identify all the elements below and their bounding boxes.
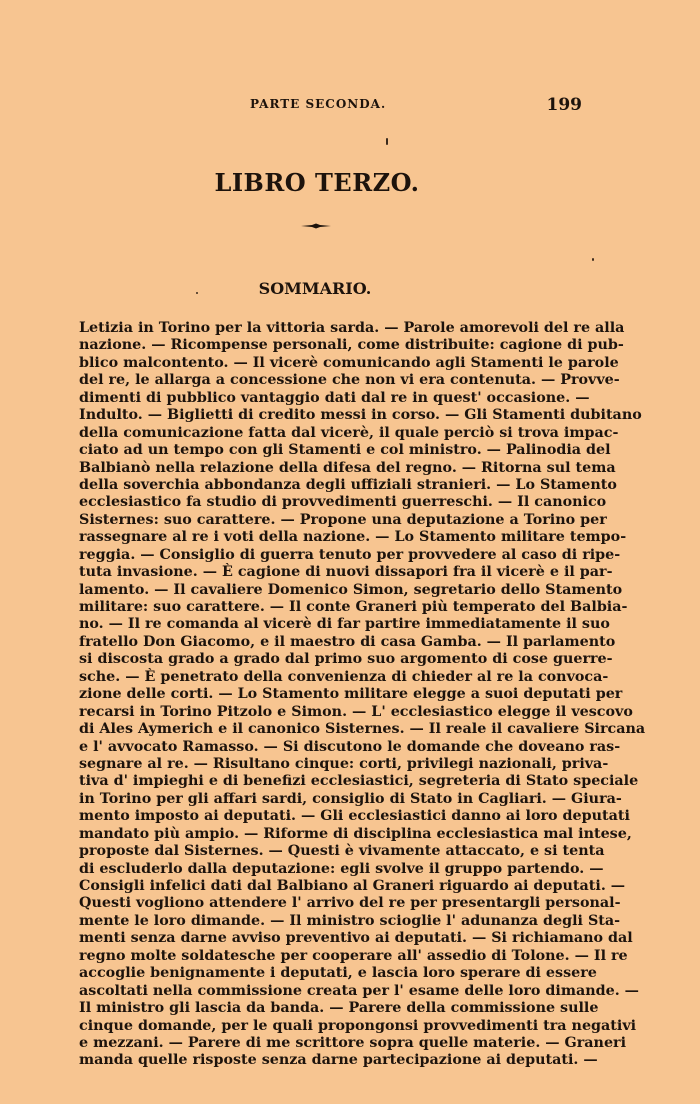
summary-line: recarsi in Torino Pitzolo e Simon. — L' ecclesiastico elegge il vescovo — [79, 703, 633, 720]
summary-line: reggia. — Consiglio di guerra tenuto per provvedere al caso di ripe- — [79, 546, 621, 563]
summary-line: Balbianò nella relazione della difesa del regno. — Ritorna sul tema — [79, 459, 616, 476]
ink-speck — [592, 258, 594, 261]
summary-line: Consigli infelici dati dal Balbiano al Graneri riguardo ai deputati. — — [79, 878, 626, 894]
summary-line: regno molte soldatesche per cooperare all' assedio di Tolone. — Il re — [79, 947, 628, 964]
summary-line: manda quelle risposte senza darne partecipazione ai deputati. — — [79, 1052, 598, 1069]
summary-line: nazione. — Ricompense personali, come distribuite: cagione di pub- — [79, 337, 624, 354]
summary-line: tiva d' impieghi e di benefizi ecclesiastici, segreteria di Stato speciale — [79, 773, 639, 790]
summary-line: della soverchia abbondanza degli uffiziali stranieri. — Lo Stamento — [79, 476, 617, 493]
summary-line: zione delle corti. — Lo Stamento militare elegge a suoi deputati per — [79, 686, 623, 703]
summary-line: si discosta grado a grado dal primo suo argomento di cose guerre- — [79, 651, 613, 668]
summary-line: in Torino per gli affari sardi, consiglio di Stato in Cagliari. — Giura- — [79, 790, 622, 807]
summary-line: e l' avvocato Ramasso. — Si discutono le domande che doveano ras- — [79, 738, 621, 755]
summary-line: e mezzani. — Parere di me scrittore sopra quelle materie. — Graneri — [79, 1034, 627, 1051]
summary-line: sche. — È penetrato della convenienza di chieder al re la convoca- — [79, 668, 609, 685]
summary-line: di Ales Aymerich e il canonico Sisternes. — Il reale il cavaliere Sircana — [79, 721, 646, 738]
summary-line: ciato ad un tempo con gli Stamenti e col ministro. — Palinodia del — [79, 442, 611, 459]
ornament-dash-icon — [300, 222, 332, 230]
summary-text — [79, 320, 646, 1070]
book-title: LIBRO TERZO. — [214, 168, 420, 197]
summary-line: tuta invasione. — È cagione di nuovi dissapori fra il vicerè e il par- — [79, 564, 613, 581]
summary-line: menti senza darne avviso preventivo ai deputati. — Si richiamano dal — [79, 930, 633, 947]
summary-line: cinque domande, per le quali propongonsi provvedimenti tra negativi — [79, 1017, 637, 1034]
summary-line: mandato più ampio. — Riforme di disciplina ecclesiastica mal intese, — [79, 825, 632, 842]
summary-line: mento imposto ai deputati. — Gli ecclesiastici danno ai loro deputati — [79, 808, 630, 825]
summary-line: ascoltati nella commissione creata per l' esame delle loro dimande. — — [79, 982, 639, 999]
summary-line: ecclesiastico fa studio di provvedimenti guerreschi. — Il canonico — [79, 494, 607, 511]
summary-line: no. — Il re comanda al vicerè di far partire immediatamente il suo — [79, 616, 610, 633]
summary-line: lamento. — Il cavaliere Domenico Simon, segretario dello Stamento — [79, 581, 623, 598]
summary-line: del re, le allarga a concessione che non vi era contenuta. — Provve- — [79, 372, 620, 389]
summary-line: militare: suo carattere. — Il conte Graneri più temperato del Balbia- — [79, 599, 628, 615]
summary-line: Sisternes: suo carattere. — Propone una deputazione a Torino per — [79, 511, 607, 528]
summary-line: della comunicazione fatta dal vicerè, il quale perciò si trova impac- — [79, 424, 619, 441]
summary-line: Indulto. — Biglietti di credito messi in corso. — Gli Stamenti dubitano — [79, 407, 642, 424]
summary-line: blico malcontento. — Il vicerè comunicando agli Stamenti le parole — [79, 354, 619, 371]
summary-line: di escluderlo dalla deputazione: egli svolve il gruppo partendo. — — [79, 860, 604, 877]
summary-line: mente le loro dimande. — Il ministro scioglie l' adunanza degli Sta- — [79, 912, 621, 929]
page-number: 199 — [546, 95, 582, 115]
summary-line: Il ministro gli lascia da banda. — Parere della commissione sulle — [79, 1000, 599, 1017]
ink-speck — [386, 138, 388, 145]
summary-line: dimenti di pubblico vantaggio dati dal re in quest' occasione. — — [79, 389, 590, 406]
summary-line: fratello Don Giacomo, e il maestro di casa Gamba. — Il parlamento — [79, 633, 616, 650]
summary-line: rassegnare al re i voti della nazione. — Lo Stamento militare tempo- — [79, 529, 627, 546]
summary-heading: SOMMARIO. — [258, 279, 372, 298]
summary-line: Questi vogliono attendere l' arrivo del re per presentargli personal- — [79, 895, 621, 912]
summary-line: proposte dal Sisternes. — Questi è vivamente attaccato, e si tenta — [79, 843, 605, 860]
running-head: PARTE SECONDA. — [250, 97, 387, 111]
summary-line: Letizia in Torino per la vittoria sarda. — Parole amorevoli del re alla — [79, 320, 625, 336]
ink-speck — [196, 292, 198, 294]
summary-line: segnare al re. — Risultano cinque: corti, privilegi nazionali, priva- — [79, 755, 609, 772]
summary-line: accoglie benignamente i deputati, e lascia loro sperare di essere — [79, 965, 597, 982]
